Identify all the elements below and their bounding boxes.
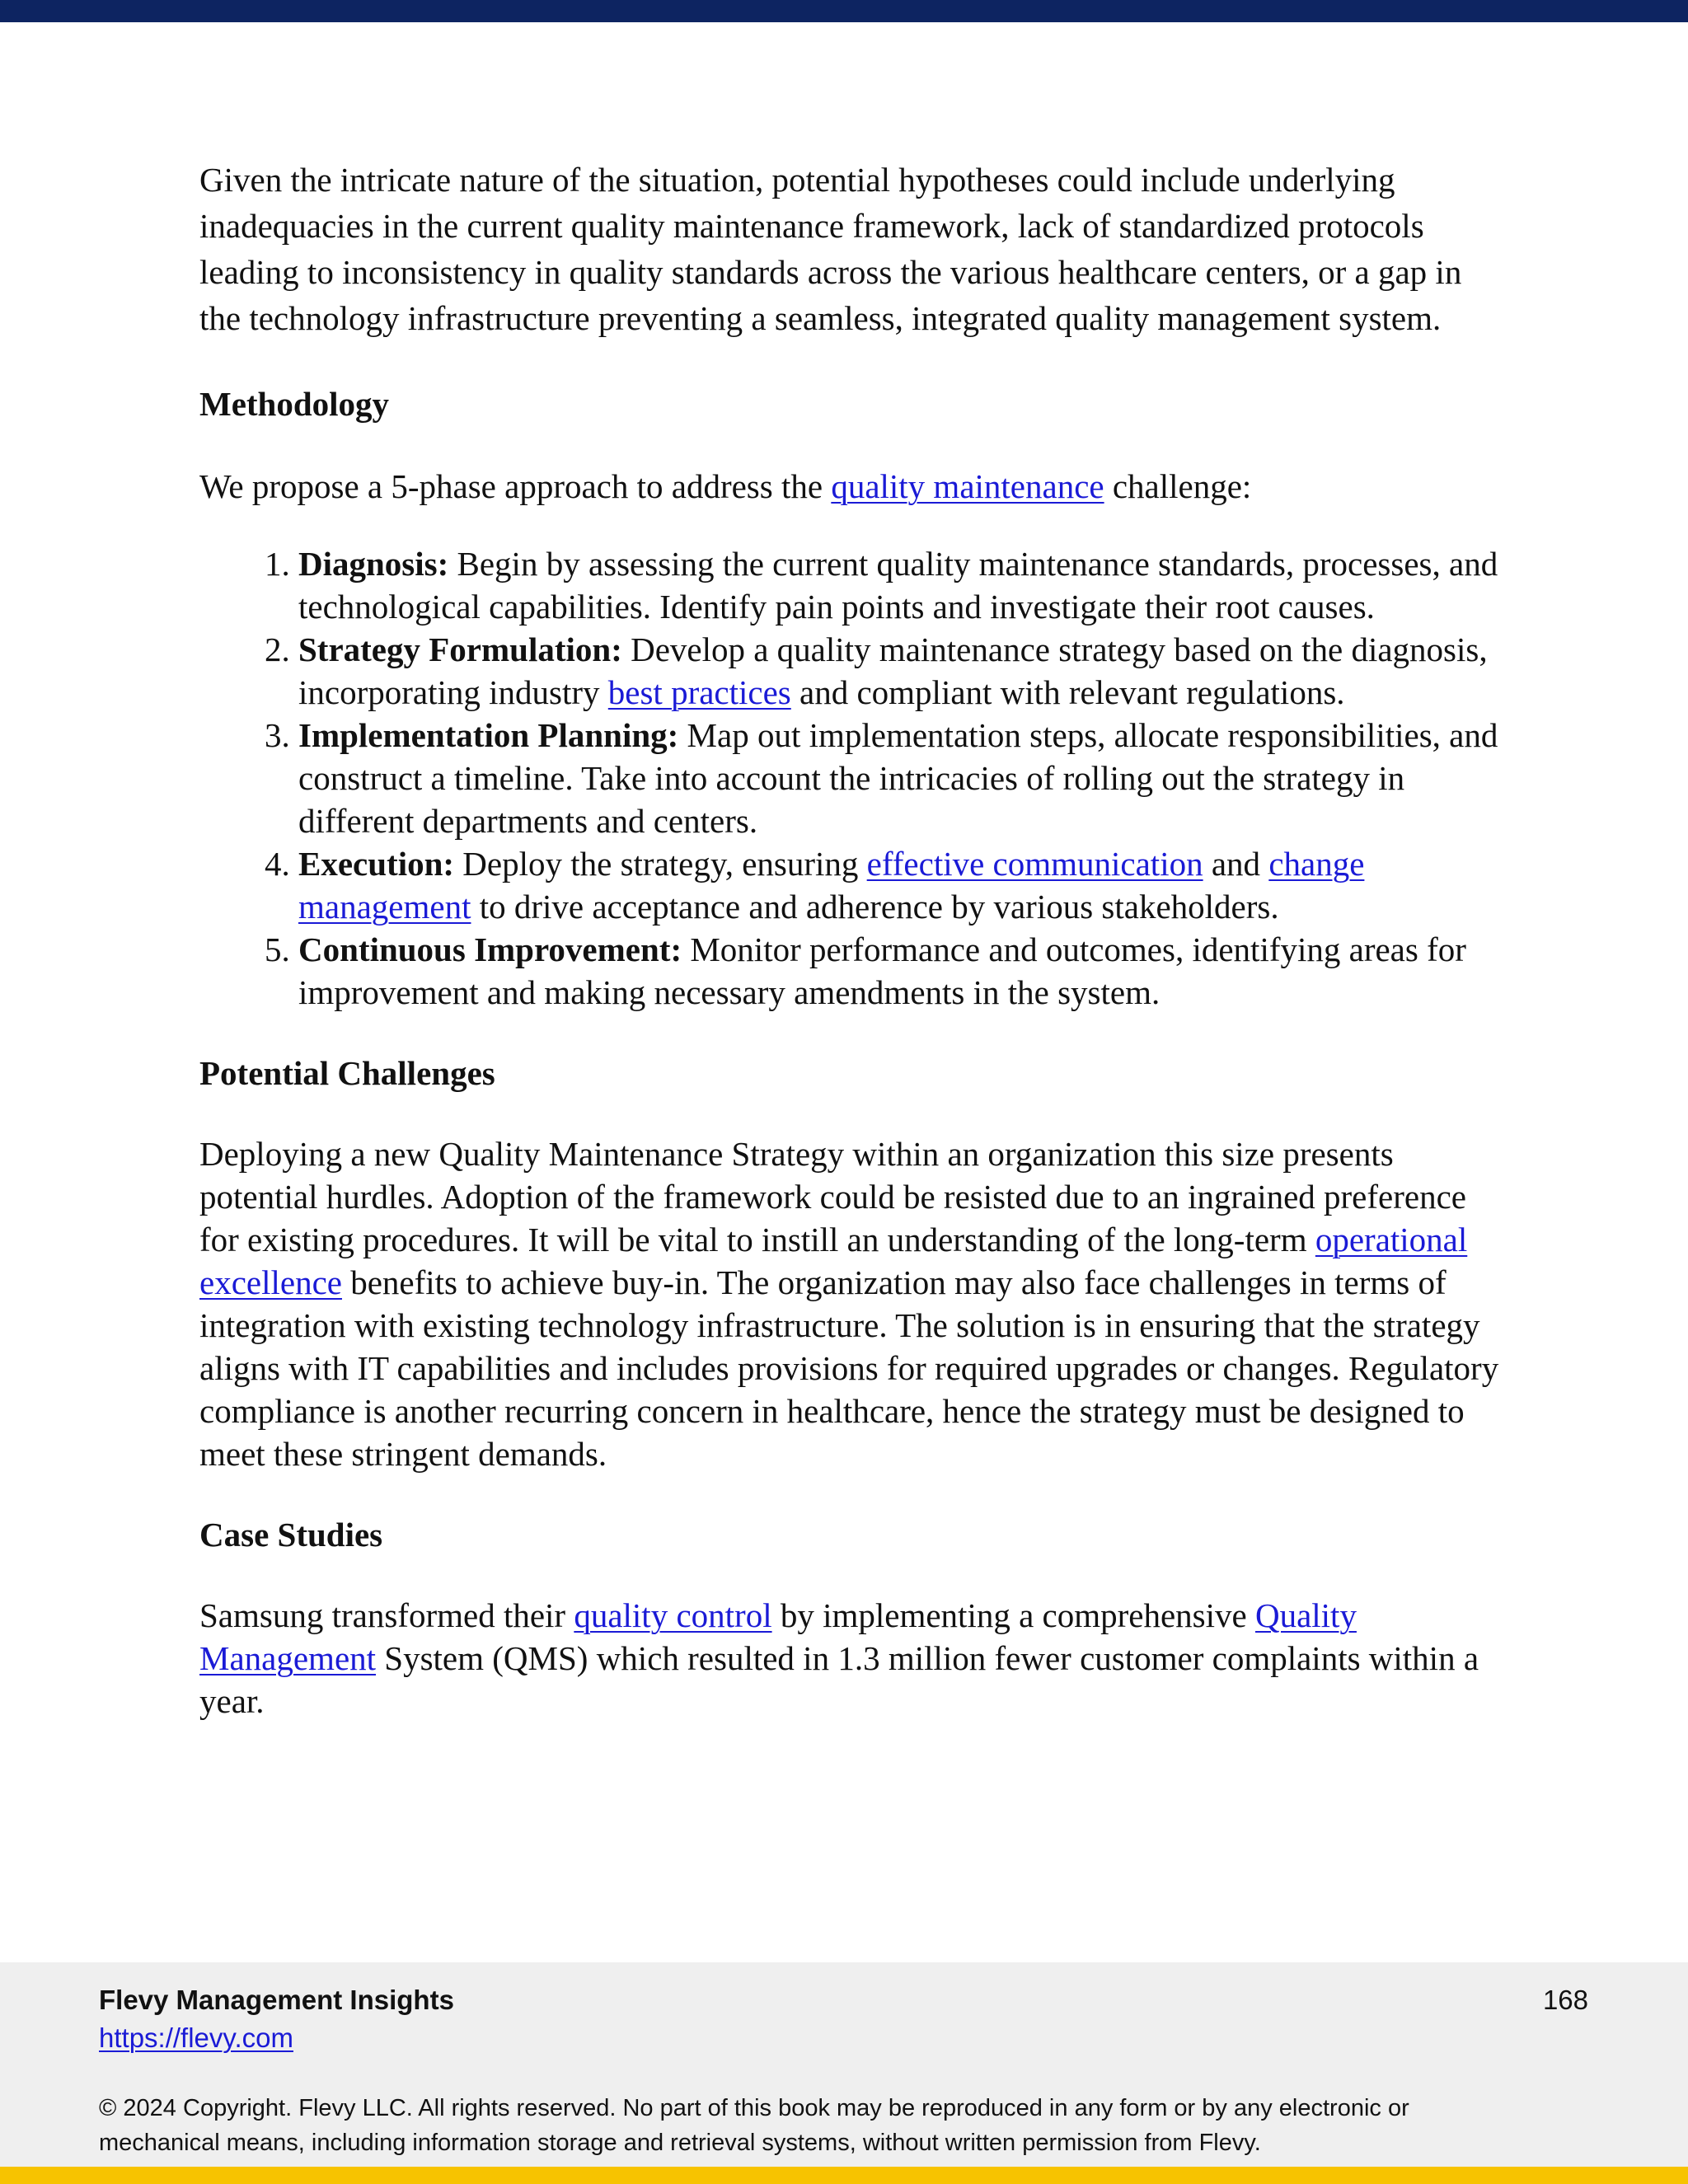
phase-text: and xyxy=(1203,845,1269,883)
page-number: 168 xyxy=(1542,1985,1588,2015)
phase-item-diagnosis xyxy=(298,542,1502,628)
phase-title: Diagnosis: xyxy=(298,545,449,583)
quality-management-link[interactable]: Quality Management xyxy=(199,1596,1357,1677)
phase-item-continuous-improvement xyxy=(298,928,1502,1014)
quality-control-link[interactable]: quality control xyxy=(574,1596,772,1634)
change-management-link[interactable]: change management xyxy=(298,845,1365,926)
phase-title: Implementation Planning: xyxy=(298,716,679,754)
best-practices-link[interactable]: best practices xyxy=(607,673,791,711)
case-text-before: Samsung transformed their xyxy=(199,1596,574,1634)
phase-text: Monitor performance and outcomes, identifying areas for improvement and making necessary amendments in the system. xyxy=(298,930,1466,1011)
bottom-accent-bar xyxy=(0,2167,1688,2184)
challenges-heading: Potential Challenges xyxy=(199,1054,495,1092)
phase-text: Map out implementation steps, allocate responsibilities, and construct a timeline. Take into account the intricacies of rolling out the strategy in different departments and centers. xyxy=(298,716,1498,840)
copyright-notice: © 2024 Copyright. Flevy LLC. All rights reserved. No part of this book may be reproduced in any form or by any electronic or mechanical means, including information storage and retrieval systems, without written permission from Flevy. xyxy=(99,2095,1409,2156)
phase-text: Deploy the strategy, ensuring xyxy=(454,845,867,883)
methodology-lead xyxy=(199,463,1502,509)
page-content xyxy=(199,157,1502,1722)
phase-item-execution xyxy=(298,842,1502,928)
challenges-text-after: benefits to achieve buy-in. The organization may also face challenges in terms of integration with existing technology infrastructure. The solution is in ensuring that the strategy aligns with IT capabilities and includes provisions for required upgrades or changes. Regulatory compliance is another recurring concern in healthcare, hence the strategy must be designed to meet these stringent demands. xyxy=(199,1263,1499,1473)
challenges-text-before: Deploying a new Quality Maintenance Strategy within an organization this size presents potential hurdles. Adoption of the framework could be resisted due to an ingrained preference for existing procedures. It will be vital to instill an understanding of the long-term xyxy=(199,1135,1466,1258)
phase-title: Execution: xyxy=(298,845,455,883)
methodology-lead-text-before: We propose a 5-phase approach to address the xyxy=(199,467,832,505)
footer-url-link[interactable]: https://flevy.com xyxy=(99,2022,293,2053)
methodology-lead-text-after: challenge: xyxy=(1104,467,1252,505)
footer-brand: Flevy Management Insights xyxy=(99,1985,454,2015)
phase-title: Strategy Formulation: xyxy=(298,630,622,668)
quality-maintenance-link[interactable]: quality maintenance xyxy=(831,467,1104,505)
case-text-mid: by implementing a comprehensive xyxy=(771,1596,1255,1634)
top-accent-bar xyxy=(0,0,1688,22)
methodology-heading: Methodology xyxy=(199,385,390,423)
page-footer xyxy=(0,1962,1688,2167)
operational-excellence-link[interactable]: operational excellence xyxy=(199,1221,1468,1301)
phase-item-strategy-formulation xyxy=(298,628,1502,714)
challenges-paragraph xyxy=(199,1132,1502,1475)
case-studies-heading: Case Studies xyxy=(199,1516,383,1554)
phase-item-implementation-planning xyxy=(298,714,1502,842)
case-studies-paragraph xyxy=(199,1594,1502,1722)
case-text-after: System (QMS) which resulted in 1.3 million fewer customer complaints within a year. xyxy=(199,1639,1479,1720)
phase-title: Continuous Improvement: xyxy=(298,930,682,968)
phase-text: and compliant with relevant regulations. xyxy=(790,673,1345,711)
phase-text: to drive acceptance and adherence by various stakeholders. xyxy=(471,888,1279,926)
effective-communication-link[interactable]: effective communication xyxy=(866,845,1203,883)
intro-paragraph: Given the intricate nature of the situation, potential hypotheses could include underlying inadequacies in the current quality maintenance framework, lack of standardized protocols leading to inconsistency in quality standards across the various healthcare centers, or a gap in the technology infrastructure preventing a seamless, integrated quality management system. xyxy=(199,161,1462,337)
phase-text: Begin by assessing the current quality maintenance standards, processes, and technological capabilities. Identify pain points and investigate their root causes. xyxy=(298,545,1498,626)
phase-list xyxy=(199,542,1502,1014)
phase-text: Develop a quality maintenance strategy based on the diagnosis, incorporating industry xyxy=(298,630,1488,711)
